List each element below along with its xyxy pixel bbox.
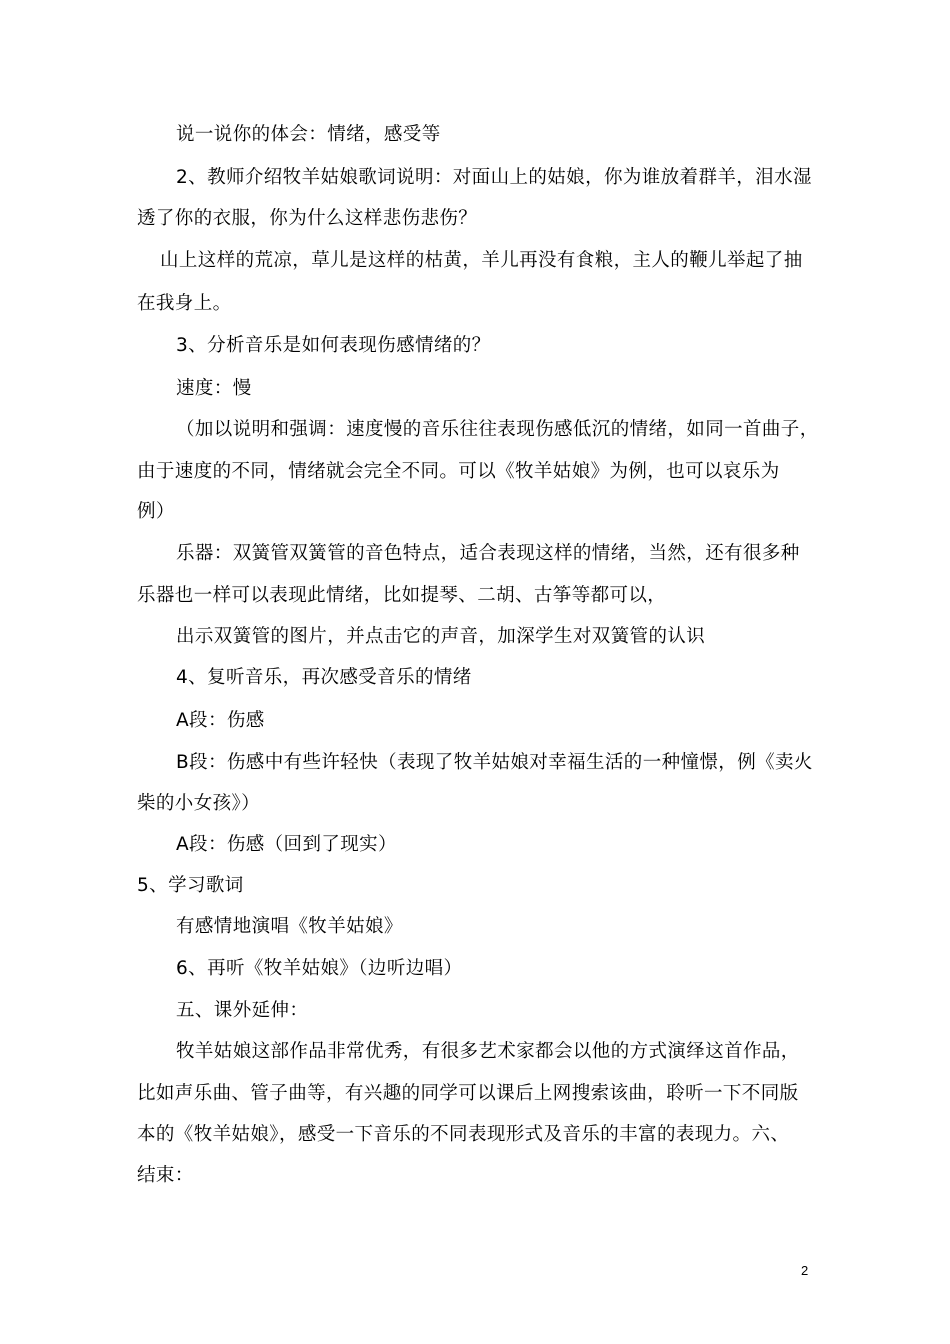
text-line: 乐器也一样可以表现此情绪，比如提琴、二胡、古筝等都可以， [137,585,667,606]
text-line: 出示双簧管的图片，并点击它的声音，加深学生对双簧管的认识 [176,626,706,647]
text-line: 山上这样的荒凉，草儿是这样的枯黄，羊儿再没有食粮，主人的鞭儿举起了抽 [160,250,803,271]
text-line: 比如声乐曲、管子曲等，有兴趣的同学可以课后上网搜索该曲，聆听一下不同版 [137,1083,799,1104]
text-line: 2、教师介绍牧羊姑娘歌词说明：对面山上的姑娘，你为谁放着群羊，泪水湿 [176,167,812,188]
text-line: 有感情地演唱《牧羊姑娘》 [176,916,403,937]
text-line: 本的《牧羊姑娘》，感受一下音乐的不同表现形式及音乐的丰富的表现力。六、 [137,1124,790,1145]
text-line: 在我身上。 [137,293,232,314]
text-line: 5、学习歌词 [137,875,244,896]
text-line: 结束： [137,1165,194,1186]
text-line: 3、分析音乐是如何表现伤感情绪的？ [176,335,491,356]
text-line: 速度：慢 [176,378,252,399]
text-line: A段：伤感 [176,710,265,731]
text-line: （加以说明和强调：速度慢的音乐往往表现伤感低沉的情绪，如同一首曲子， [176,419,819,440]
page-number: 2 [801,1263,809,1278]
text-line: A段：伤感（回到了现实） [176,834,397,855]
text-line: 例） [137,501,175,522]
text-line: 由于速度的不同，情绪就会完全不同。可以《牧羊姑娘》为例，也可以哀乐为 [137,461,780,482]
text-line: 五、课外延伸： [176,1000,309,1021]
text-line: 说一说你的体会：情绪，感受等 [176,124,441,145]
text-line: 牧羊姑娘这部作品非常优秀，有很多艺术家都会以他的方式演绎这首作品， [176,1041,800,1062]
text-line: 乐器：双簧管双簧管的音色特点，适合表现这样的情绪，当然，还有很多种 [176,543,800,564]
text-line: 透了你的衣服，你为什么这样悲伤悲伤？ [137,208,478,229]
text-line: 4、复听音乐，再次感受音乐的情绪 [176,667,472,688]
text-line: 6、再听《牧羊姑娘》（边听边唱） [176,958,463,979]
text-line: B段：伤感中有些许轻快（表现了牧羊姑娘对幸福生活的一种憧憬，例《卖火 [176,752,813,773]
text-line: 柴的小女孩》） [137,793,261,814]
